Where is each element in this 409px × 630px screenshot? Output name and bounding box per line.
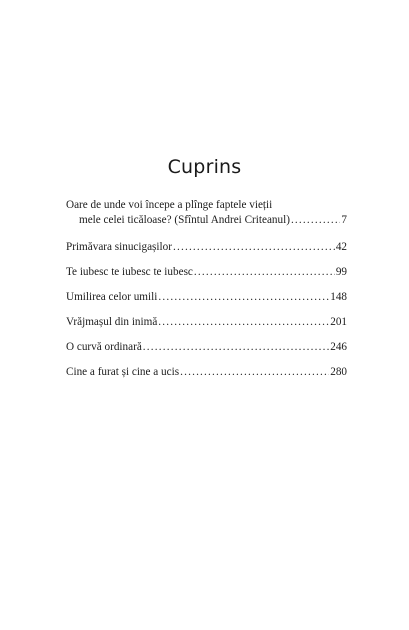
toc-entry-title: Cine a furat și cine a ucis: [66, 366, 180, 378]
dot-leader: [180, 365, 329, 380]
dot-leader: [158, 315, 329, 330]
toc-entry-title: Primăvara sinucigașilor: [66, 241, 172, 253]
page-title: Cuprins: [167, 155, 242, 178]
toc-entry: [66, 265, 347, 280]
toc-entry: [66, 198, 347, 228]
toc-entry-title: O curvă ordinară: [66, 341, 142, 353]
dot-leader: [194, 265, 335, 280]
toc-entry-page: 148: [330, 291, 347, 303]
toc-entry-page: 99: [335, 266, 347, 278]
toc-entry-title-line2: mele celei ticăloase? (Sfîntul Andrei Criteanul): [79, 214, 290, 226]
toc-entry: [66, 290, 347, 305]
dot-leader: [291, 213, 340, 228]
toc-entry-title: Umilirea celor umili: [66, 291, 158, 303]
toc-entry: [66, 340, 347, 355]
dot-leader: [158, 290, 329, 305]
table-of-contents: [66, 198, 347, 380]
toc-entry: [66, 365, 347, 380]
dot-leader: [173, 240, 335, 255]
toc-entry-title: Vrăjmașul din inimă: [66, 316, 158, 328]
toc-entry-title: Te iubesc te iubesc te iubesc: [66, 266, 193, 278]
toc-entry-page: 246: [330, 341, 347, 353]
toc-entry-page: 201: [330, 316, 347, 328]
toc-entry-page: 280: [330, 366, 347, 378]
dot-leader: [143, 340, 329, 355]
toc-entry-title-line1: Oare de unde voi începe a plînge faptele vieții: [66, 199, 273, 211]
toc-entry: [66, 240, 347, 255]
toc-entry-page: 7: [341, 214, 347, 226]
toc-entry: [66, 315, 347, 330]
toc-entry-page: 42: [335, 241, 347, 253]
